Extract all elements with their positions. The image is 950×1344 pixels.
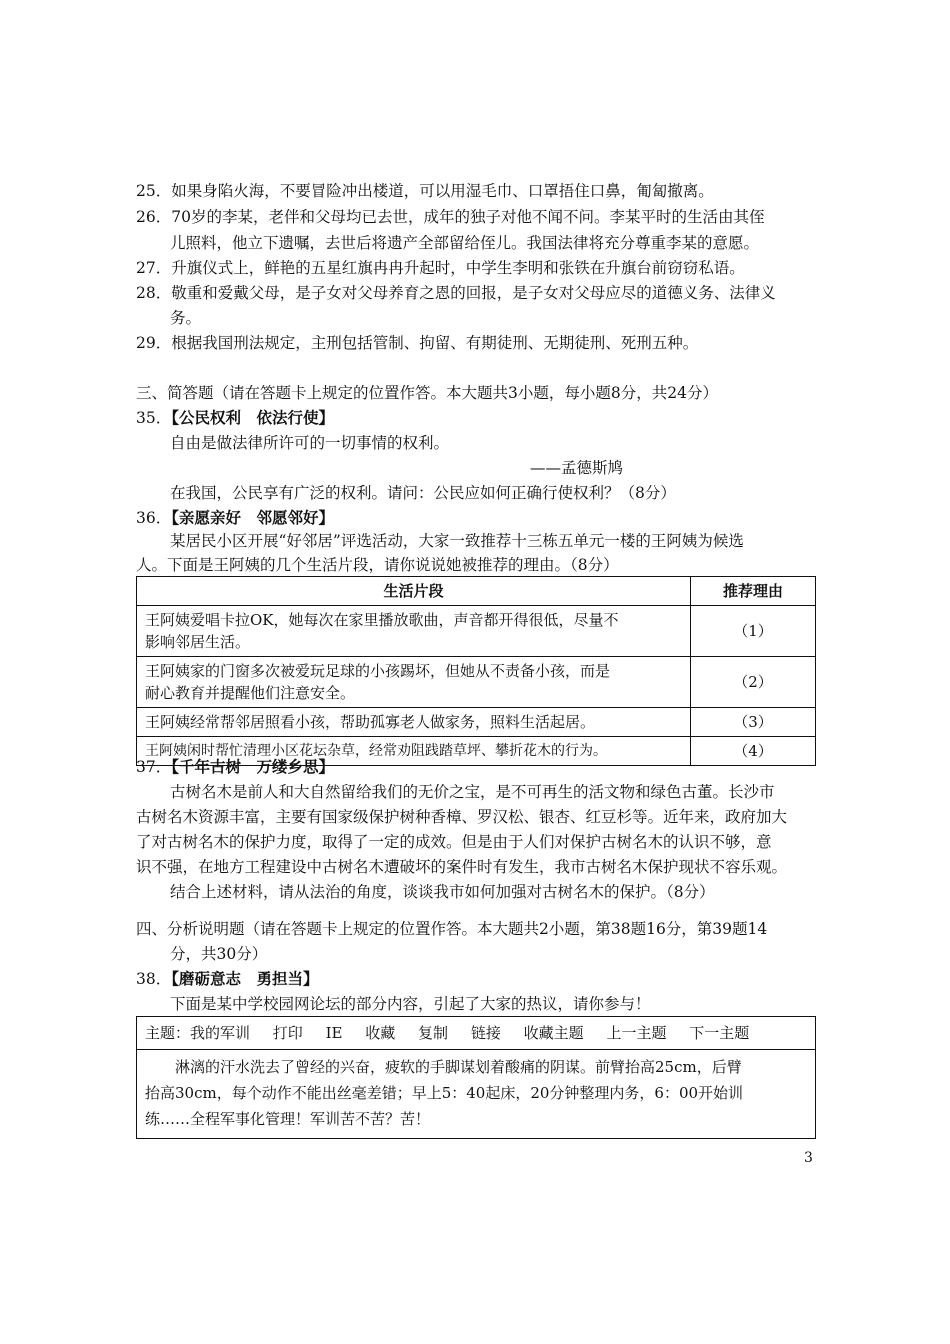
question-38-number: 38．	[136, 970, 172, 988]
forum-copy-link: 复制	[418, 1024, 449, 1042]
forum-print-link: 打印	[272, 1024, 303, 1042]
forum-toolbar	[137, 1017, 815, 1050]
table-cell-reason: （4）	[691, 737, 816, 766]
question-35-prompt: 在我国，公民享有广泛的权利。请问：公民应如何正确行使权利？（8分）	[170, 484, 676, 502]
question-37-line2: 古树名木资源丰富，主要有国家级保护树种香樟、罗汉松、银杏、红豆杉等。近年来，政府加大	[136, 808, 788, 826]
question-35-heading	[136, 408, 334, 428]
forum-post-box	[136, 1016, 816, 1139]
question-37-line1: 古树名木是前人和大自然留给我们的无价之宝，是不可再生的活文物和绿色古董。长沙市	[170, 783, 775, 801]
question-28-line1: 28．敬重和爱戴父母，是子女对父母养育之恩的回报，是子女对父母应尽的道德义务、法律义	[136, 284, 776, 302]
table-row	[137, 606, 816, 657]
section-3-heading: 三、简答题（请在答题卡上规定的位置作答。本大题共3小题，每小题8分，共24分）	[136, 384, 718, 402]
table-cell-fragment: 王阿姨闲时帮忙清理小区花坛杂草，经常劝阻践踏草坪、攀折花木的行为。	[137, 737, 691, 766]
question-36-line2: 人。下面是王阿姨的几个生活片段，请你说说她被推荐的理由。（8分）	[136, 556, 619, 574]
question-25: 25．如果身陷火海，不要冒险冲出楼道，可以用湿毛巾、口罩捂住口鼻，匍匐撤离。	[136, 182, 714, 200]
forum-link-link: 链接	[470, 1024, 501, 1042]
fragment-line: 耐心教育并提醒他们注意安全。	[145, 684, 356, 702]
forum-topic: 主题：我的军训	[145, 1024, 251, 1042]
question-35-number: 35．	[136, 409, 172, 427]
table-row	[137, 657, 816, 708]
table-cell-reason: （3）	[691, 708, 816, 737]
question-37-line4: 识不强，在地方工程建设中古树名木遭破坏的案件时有发生，我市古树名木保护现状不容乐观。	[136, 858, 788, 876]
page-number: 3	[804, 1150, 813, 1166]
question-37-heading	[136, 757, 334, 777]
question-26-line2: 儿照料，他立下遗嘱，去世后将遗产全部留给侄儿。我国法律将充分尊重李某的意愿。	[170, 234, 760, 252]
question-37-title: 【千年古树 万缕乡思】	[171, 757, 334, 776]
forum-favorite-link: 收藏	[365, 1024, 396, 1042]
question-27: 27．升旗仪式上，鲜艳的五星红旗冉冉升起时，中学生李明和张铁在升旗台前窃窃私语。	[136, 259, 745, 277]
question-37-line3: 了对古树名木的保护力度，取得了一定的成效。但是由于人们对保护古树名木的认识不够，意	[136, 833, 772, 851]
table-cell-fragment	[137, 657, 691, 708]
question-37-number: 37．	[136, 758, 172, 776]
question-38-heading	[136, 969, 319, 989]
table-header-reason: 推荐理由	[691, 577, 816, 606]
question-29: 29．根据我国刑法规定，主刑包括管制、拘留、有期徒刑、无期徒刑、死刑五种。	[136, 334, 699, 352]
question-36-line1: 某居民小区开展“好邻居”评选活动，大家一致推荐十三栋五单元一楼的王阿姨为候选	[170, 532, 744, 550]
forum-next-topic-link: 下一主题	[689, 1024, 750, 1042]
forum-post-body	[137, 1050, 815, 1138]
question-35-title: 【公民权利 依法行使】	[171, 408, 334, 427]
section-4-heading-line2: 分，共30分）	[170, 945, 268, 963]
table-cell-reason: （2）	[691, 657, 816, 708]
table-cell-reason: （1）	[691, 606, 816, 657]
question-36-title: 【亲愿亲好 邻愿邻好】	[171, 508, 334, 527]
question-37-prompt: 结合上述材料，请从法治的角度，谈谈我市如何加强对古树名木的保护。（8分）	[170, 883, 715, 901]
fragment-line: 王阿姨爱唱卡拉OK，她每次在家里播放歌曲，声音都开得很低，尽量不	[145, 611, 619, 629]
question-36-heading	[136, 508, 334, 528]
question-35-quote: 自由是做法律所许可的一切事情的权利。	[170, 434, 450, 452]
section-4-heading-line1: 四、分析说明题（请在答题卡上规定的位置作答。本大题共2小题，第38题16分，第39题14	[136, 920, 768, 938]
question-28-line2: 务。	[170, 309, 202, 327]
forum-favorite-topic-link: 收藏主题	[523, 1024, 584, 1042]
fragment-line: 影响邻居生活。	[145, 633, 251, 651]
table-cell-fragment: 王阿姨经常帮邻居照看小孩，帮助孤寡老人做家务，照料生活起居。	[137, 708, 691, 737]
table-header-fragment: 生活片段	[137, 577, 691, 606]
forum-body-line: 抬高30cm，每个动作不能出丝毫差错；早上5：40起床，20分钟整理内务，6：00开始训	[145, 1084, 744, 1102]
question-26-line1: 26．70岁的李某，老伴和父母均已去世，成年的独子对他不闻不问。李某平时的生活由其侄	[136, 208, 765, 226]
forum-body-line: 练……全程军事化管理！军训苦不苦？苦！	[145, 1110, 431, 1128]
neighbor-table	[136, 576, 816, 766]
fragment-line: 王阿姨家的门窗多次被爱玩足球的小孩踢坏，但她从不责备小孩，而是	[145, 662, 611, 680]
forum-body-line: 淋漓的汗水洗去了曾经的兴奋，疲软的手脚谋划着酸痛的阴谋。前臂抬高25cm，后臂	[145, 1058, 742, 1076]
table-cell-fragment	[137, 606, 691, 657]
question-35-quote-author: ——孟德斯鸠	[530, 459, 624, 477]
question-38-title: 【磨砺意志 勇担当】	[171, 969, 319, 988]
table-row	[137, 708, 816, 737]
question-38-intro: 下面是某中学校园网论坛的部分内容，引起了大家的热议，请你参与！	[170, 995, 651, 1013]
forum-prev-topic-link: 上一主题	[606, 1024, 667, 1042]
table-header-row	[137, 577, 816, 606]
forum-ie-link: IE	[325, 1024, 343, 1042]
question-36-number: 36．	[136, 509, 172, 527]
